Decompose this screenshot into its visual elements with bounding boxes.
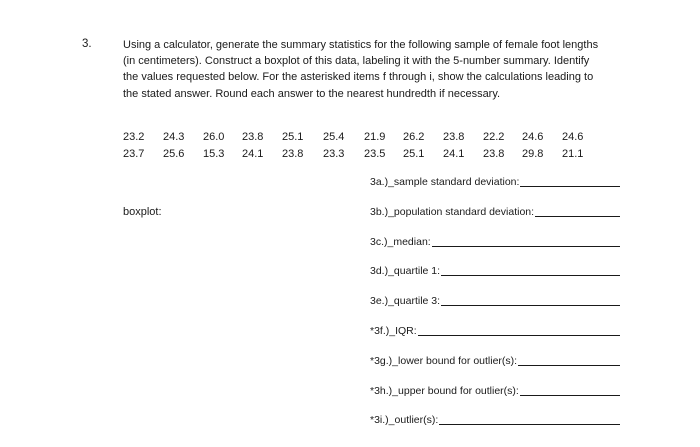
answer-label: 3e.)_quartile 3: xyxy=(370,295,441,308)
answer-item xyxy=(370,295,620,325)
data-value: 25.4 xyxy=(323,130,345,143)
answer-blank-line[interactable] xyxy=(441,265,620,276)
answer-blank-line[interactable] xyxy=(520,385,620,396)
answer-label: *3g.)_lower bound for outlier(s): xyxy=(370,354,518,367)
answer-label: *3f.)_IQR: xyxy=(370,324,417,337)
answer-item xyxy=(370,385,620,415)
data-value: 21.1 xyxy=(562,147,584,160)
data-value: 26.2 xyxy=(403,130,425,143)
data-row xyxy=(123,128,592,145)
answer-blank-line[interactable] xyxy=(439,414,620,425)
answer-item xyxy=(370,265,620,295)
answer-label: 3c.)_median: xyxy=(370,235,431,248)
answer-label: *3i.)_outlier(s): xyxy=(370,414,439,427)
data-value: 26.0 xyxy=(203,130,225,143)
answer-item xyxy=(370,206,620,236)
answer-label: 3d.)_quartile 1: xyxy=(370,265,441,278)
data-value: 23.5 xyxy=(364,147,386,160)
answer-blank-line[interactable] xyxy=(441,295,620,306)
data-value: 25.6 xyxy=(163,147,185,160)
answer-blank-line[interactable] xyxy=(520,176,620,187)
answer-label: *3h.)_upper bound for outlier(s): xyxy=(370,384,519,397)
data-value: 23.2 xyxy=(123,130,145,143)
data-value: 23.8 xyxy=(443,130,465,143)
answer-item xyxy=(370,414,620,444)
data-value: 23.8 xyxy=(483,147,505,160)
answer-blank-line[interactable] xyxy=(535,206,620,217)
answer-blank-line[interactable] xyxy=(418,325,620,336)
answer-label: 3b.)_population standard deviation: xyxy=(370,205,535,218)
data-value: 24.1 xyxy=(242,147,264,160)
data-value: 24.6 xyxy=(522,130,544,143)
answer-item xyxy=(370,236,620,266)
data-value: 23.7 xyxy=(123,147,145,160)
answer-label: 3a.)_sample standard deviation: xyxy=(370,176,520,188)
data-value: 24.3 xyxy=(163,130,185,143)
question-instructions: Using a calculator, generate the summary statistics for the following sample of female foot lengths (in centimeters). Construct a boxplot of this data, labeling it with the 5-number summary. Identify the values requested below. For the asterisked items f through i, show the calculations leading to the stated answer. Round each answer to the nearest hundredth if necessary. xyxy=(123,39,599,100)
data-value: 25.1 xyxy=(403,147,425,160)
data-row xyxy=(123,145,592,162)
answer-list xyxy=(370,176,620,444)
data-value: 15.3 xyxy=(203,147,225,160)
boxplot-label: boxplot: xyxy=(123,206,162,218)
data-value: 22.2 xyxy=(483,130,505,143)
data-value: 24.6 xyxy=(562,130,584,143)
answer-item xyxy=(370,355,620,385)
data-value: 23.8 xyxy=(282,147,304,160)
data-value: 25.1 xyxy=(282,130,304,143)
answer-item xyxy=(370,325,620,355)
data-value: 29.8 xyxy=(522,147,544,160)
question-number: 3. xyxy=(82,38,92,50)
data-table xyxy=(123,128,592,162)
data-value: 23.8 xyxy=(242,130,264,143)
answer-item xyxy=(370,176,620,206)
data-value: 24.1 xyxy=(443,147,465,160)
answer-blank-line[interactable] xyxy=(432,236,620,247)
data-value: 23.3 xyxy=(323,147,345,160)
answer-blank-line[interactable] xyxy=(518,355,620,366)
data-value: 21.9 xyxy=(364,130,386,143)
